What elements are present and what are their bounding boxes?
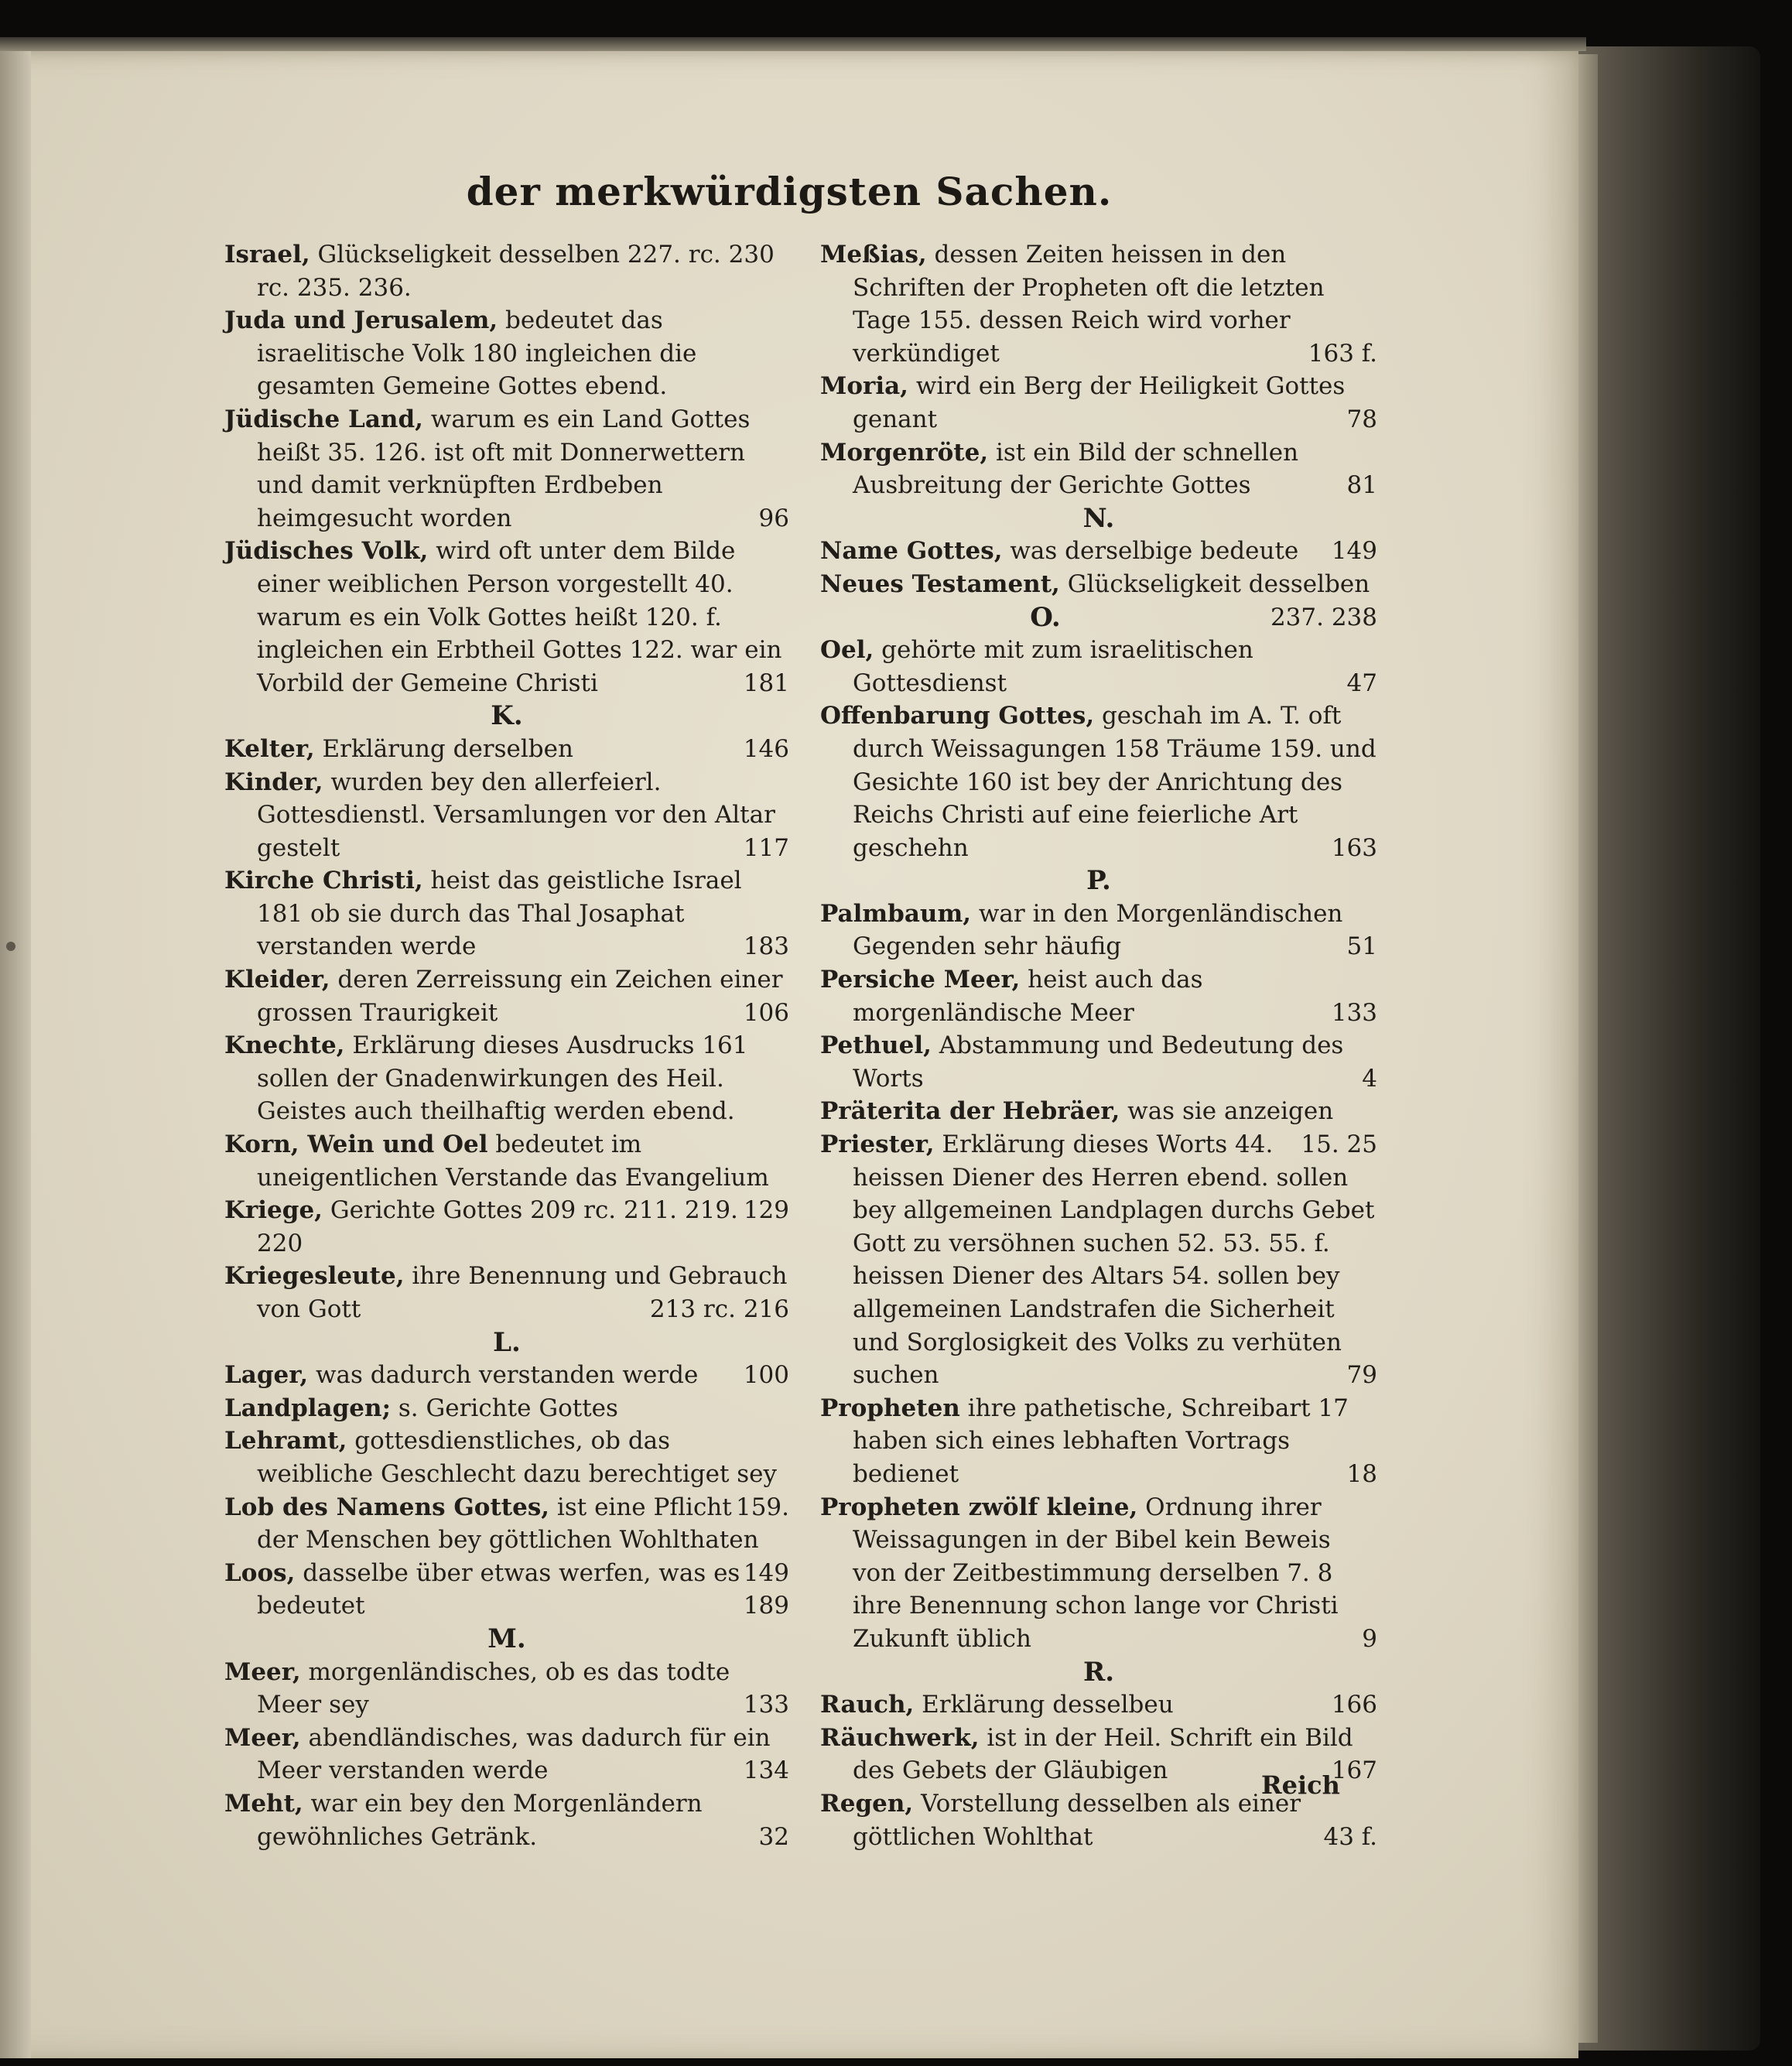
index-entry (224, 1656, 789, 1722)
entry-term: Loos, (224, 1558, 296, 1587)
index-entry (820, 1128, 1377, 1392)
index-entry (224, 1260, 789, 1325)
entry-term: Israel, (224, 241, 310, 269)
entry-page-ref: 189 (743, 1592, 789, 1620)
entry-text: was dadurch verstanden werde (308, 1361, 699, 1390)
index-entry (820, 1688, 1377, 1722)
index-entry (224, 403, 789, 535)
entry-page-ref: 78 (1346, 405, 1377, 433)
entry-text: warum es ein Land Gottes heißt 35. 126. ist oft mit Donnerwettern und damit verknüpften Erdbeben heimgesucht worden (257, 405, 751, 532)
entry-text: Erklärung dieses Worts 44. heissen Diener des Herren ebend. sollen bey allgemeinen Landplagen durchs Gebet Gott zu versöhnen suchen 52. 53. 55. f. heissen Diener des Altars 54. sollen bey allgemeinen Landstrafen die Sicherheit und Sorglosigkeit des Volks zu verhüten suchen (853, 1130, 1375, 1390)
entry-text: abendländisches, was dadurch für ein Meer verstanden werde (257, 1723, 771, 1785)
entry-text: wird ein Berg der Heiligkeit Gottes genant (853, 372, 1346, 433)
entry-text: was sie anzeigen (1120, 1097, 1334, 1126)
entry-term: Lob des Namens Gottes, (224, 1493, 550, 1521)
entry-term: Meht, (224, 1789, 303, 1818)
entry-page-ref: 163 (1331, 833, 1377, 862)
entry-page-ref: 100 (743, 1361, 789, 1390)
section-letter: M. (487, 1623, 526, 1654)
entry-page-ref: 81 (1346, 471, 1377, 500)
entry-term: Oel, (820, 636, 874, 665)
entry-term: Regen, (820, 1789, 914, 1818)
index-column-left (224, 238, 789, 1853)
entry-term: Priester, (820, 1130, 935, 1159)
entry-term: Präterita der Hebräer, (820, 1097, 1120, 1126)
index-entry (224, 304, 789, 403)
entry-page-ref: 117 (743, 833, 789, 862)
entry-text: Ordnung ihrer Weissagungen in der Bibel kein Beweis von der Zeitbestimmung derselben 7. 8 ihre Benennung schon lange vor Christi Zukunft üblich (853, 1493, 1339, 1653)
index-entry (820, 1029, 1377, 1095)
index-entry (224, 1029, 789, 1128)
index-entry (224, 733, 789, 766)
entry-text: Erklärung derselben (314, 734, 573, 763)
entry-term: Palmbaum, (820, 899, 972, 928)
entry-page-ref: 133 (1331, 998, 1377, 1027)
entry-text: Glückseligkeit desselben (1059, 570, 1370, 598)
index-entry (820, 370, 1377, 436)
entry-text: heist auch das morgenländische Meer (853, 966, 1203, 1027)
index-column-right (820, 238, 1377, 1853)
entry-term: Kelter, (224, 734, 315, 763)
entry-term: Kleider, (224, 966, 330, 994)
entry-term: Jüdisches Volk, (224, 537, 429, 566)
entry-term: Kriegesleute, (224, 1262, 405, 1291)
entry-page-ref: 166 (1331, 1691, 1377, 1719)
entry-page-ref: 133 (743, 1691, 789, 1719)
entry-text: ist ein Bild der schnellen Ausbreitung der Gerichte Gottes (853, 438, 1299, 500)
entry-term: Kirche Christi, (224, 867, 423, 895)
entry-text: bedeutet das israelitische Volk 180 ingleichen die gesamten Gemeine Gottes ebend. (257, 306, 697, 401)
entry-text: Abstammung und Bedeutung des Worts (853, 1031, 1344, 1093)
entry-text: deren Zerreissung ein Zeichen einer grossen Traurigkeit (257, 966, 783, 1027)
entry-term: Neues Testament, (820, 570, 1060, 598)
index-entry (224, 864, 789, 963)
entry-term: Korn, Wein und Oel (224, 1130, 488, 1159)
section-letter: R. (1082, 1656, 1115, 1688)
entry-page-ref: 146 (743, 734, 789, 763)
entry-page-ref: 4 (1362, 1064, 1377, 1093)
entry-term: Meßias, (820, 241, 927, 269)
index-entry (224, 238, 789, 304)
entry-page-ref: 96 (758, 504, 789, 532)
entry-page-ref: 51 (1346, 932, 1377, 961)
entry-text: wurden bey den allerfeierl. Gottesdienstl. Versamlungen vor den Altar gestelt (257, 768, 775, 862)
entry-text: ist eine Pflicht der Menschen bey göttlichen Wohlthaten (257, 1493, 759, 1555)
index-entry (820, 699, 1377, 864)
entry-term: Meer, (224, 1723, 301, 1752)
margin-mark (6, 942, 15, 951)
entry-term: Kriege, (224, 1196, 323, 1225)
entry-text: Erklärung dieses Ausdrucks 161 sollen der Gnadenwirkungen des Heil. Geistes auch theilhaftig werden ebend. (257, 1031, 748, 1126)
entry-term: Juda und Jerusalem, (224, 306, 498, 335)
entry-text: Glückseligkeit desselben 227. rc. 230 rc. 235. 236. (257, 241, 775, 302)
section-letter: O. (1030, 601, 1061, 633)
entry-page-ref: 149 (743, 1558, 789, 1587)
running-heading: der merkwürdigsten Sachen. (466, 169, 1113, 214)
entry-page-ref: 134 (743, 1756, 789, 1785)
index-entry (820, 898, 1377, 963)
entry-text: wird oft unter dem Bilde einer weiblichen Person vorgestellt 40. warum es ein Volk Gottes heißt 120. f. ingleichen ein Erbtheil Gottes 122. war ein Vorbild der Gemeine Christi (257, 537, 782, 697)
entry-page-ref: 181 (743, 669, 789, 697)
entry-text: Vorstellung desselben als einer göttlichen Wohlthat (853, 1789, 1301, 1851)
entry-page-ref: 15. 25 (1301, 1130, 1377, 1159)
entry-term: Pethuel, (820, 1031, 932, 1060)
index-entry (224, 1722, 789, 1787)
entry-page-ref: 18 (1346, 1459, 1377, 1488)
catchword: Reich (1261, 1770, 1340, 1800)
entry-text: morgenländisches, ob es das todte Meer sey (257, 1657, 730, 1719)
entry-term: Propheten zwölf kleine, (820, 1493, 1138, 1521)
entry-text: Gerichte Gottes 209 rc. 211. 219. 220 (257, 1196, 738, 1257)
index-entry (224, 1787, 789, 1853)
section-letter: K. (491, 700, 523, 732)
entry-page-ref: 213 rc. 216 (649, 1295, 789, 1323)
entry-term: Offenbarung Gottes, (820, 702, 1095, 730)
index-entry (820, 1491, 1377, 1656)
entry-text: geschah im A. T. oft durch Weissagungen 158 Träume 159. und Gesichte 160 ist bey der Anrichtung des Reichs Christi auf eine feierliche Art geschehn (853, 702, 1376, 862)
index-entry (820, 535, 1377, 568)
entry-text: war ein bey den Morgenländern gewöhnliches Getränk. (257, 1789, 703, 1851)
entry-text: gehörte mit zum israelitischen Gottesdienst (853, 636, 1253, 697)
entry-term: Räuchwerk, (820, 1723, 980, 1752)
section-letter: N. (1082, 502, 1115, 534)
index-entry (820, 1392, 1377, 1491)
section-letter: P. (1086, 865, 1111, 897)
entry-page-ref: 159. (735, 1493, 789, 1521)
section-letter: L. (493, 1326, 521, 1358)
index-entry (224, 766, 789, 865)
entry-page-ref: 106 (743, 998, 789, 1027)
entry-term: Persiche Meer, (820, 966, 1021, 994)
entry-page-ref: 9 (1362, 1624, 1377, 1653)
entry-text: dessen Zeiten heissen in den Schriften der Propheten oft die letzten Tage 155. dessen Reich wird vorher verkündiget (853, 241, 1325, 368)
entry-text: heist das geistliche Israel 181 ob sie durch das Thal Josaphat verstanden werde (257, 867, 742, 961)
index-entry (224, 1194, 789, 1260)
index-entry (224, 535, 789, 699)
entry-text: dasselbe über etwas werfen, was es bedeutet (257, 1558, 740, 1620)
entry-page-ref: 129 (743, 1196, 789, 1225)
entry-page-ref: 43 f. (1323, 1822, 1377, 1851)
entry-page-ref: 237. 238 (1270, 603, 1377, 631)
entry-term: Knechte, (224, 1031, 345, 1060)
index-entry (224, 1557, 789, 1623)
entry-text: gottesdienstliches, ob das weibliche Geschlecht dazu berechtiget sey (257, 1427, 778, 1488)
entry-term: Propheten (820, 1394, 960, 1422)
entry-term: Morgenröte, (820, 438, 989, 467)
entry-text: war in den Morgenländischen Gegenden sehr häufig (853, 899, 1343, 961)
entry-page-ref: 32 (758, 1822, 789, 1851)
entry-text: Erklärung desselbeu (914, 1691, 1174, 1719)
entry-term: Jüdische Land, (224, 405, 423, 433)
index-entry (224, 1392, 789, 1425)
entry-text: ihre Benennung und Gebrauch von Gott (257, 1262, 788, 1323)
entry-text: s. Gerichte Gottes (391, 1394, 618, 1422)
entry-page-ref: 167 (1331, 1756, 1377, 1785)
index-entry (820, 436, 1377, 502)
index-entry (820, 568, 1377, 631)
entry-text: ist in der Heil. Schrift ein Bild des Gebets der Gläubigen (853, 1723, 1353, 1785)
index-entry (820, 963, 1377, 1029)
entry-text: bedeutet im uneigentlichen Verstande das Evangelium (257, 1130, 769, 1192)
entry-page-ref: 163 f. (1308, 339, 1377, 368)
entry-term: Landplagen; (224, 1394, 392, 1422)
entry-term: Meer, (224, 1657, 301, 1686)
entry-text: ihre pathetische, Schreibart 17 haben sich eines lebhaften Vortrags bedienet (853, 1394, 1349, 1488)
index-entry (820, 238, 1377, 370)
index-entry (224, 963, 789, 1029)
entry-term: Lager, (224, 1361, 309, 1390)
entry-term: Rauch, (820, 1691, 915, 1719)
entry-page-ref: 183 (743, 932, 789, 961)
entry-page-ref: 47 (1346, 669, 1377, 697)
entry-term: Kinder, (224, 768, 323, 796)
binding-gutter (0, 46, 31, 2058)
entry-term: Lehramt, (224, 1427, 347, 1455)
index-entry (820, 634, 1377, 699)
entry-term: Name Gottes, (820, 537, 1003, 566)
entry-text: was derselbige bedeute (1002, 537, 1299, 566)
top-edge-shadow (0, 37, 1586, 51)
entry-page-ref: 79 (1346, 1361, 1377, 1390)
entry-term: Moria, (820, 372, 908, 401)
entry-page-ref: 149 (1331, 537, 1377, 566)
index-entry (224, 1359, 789, 1392)
